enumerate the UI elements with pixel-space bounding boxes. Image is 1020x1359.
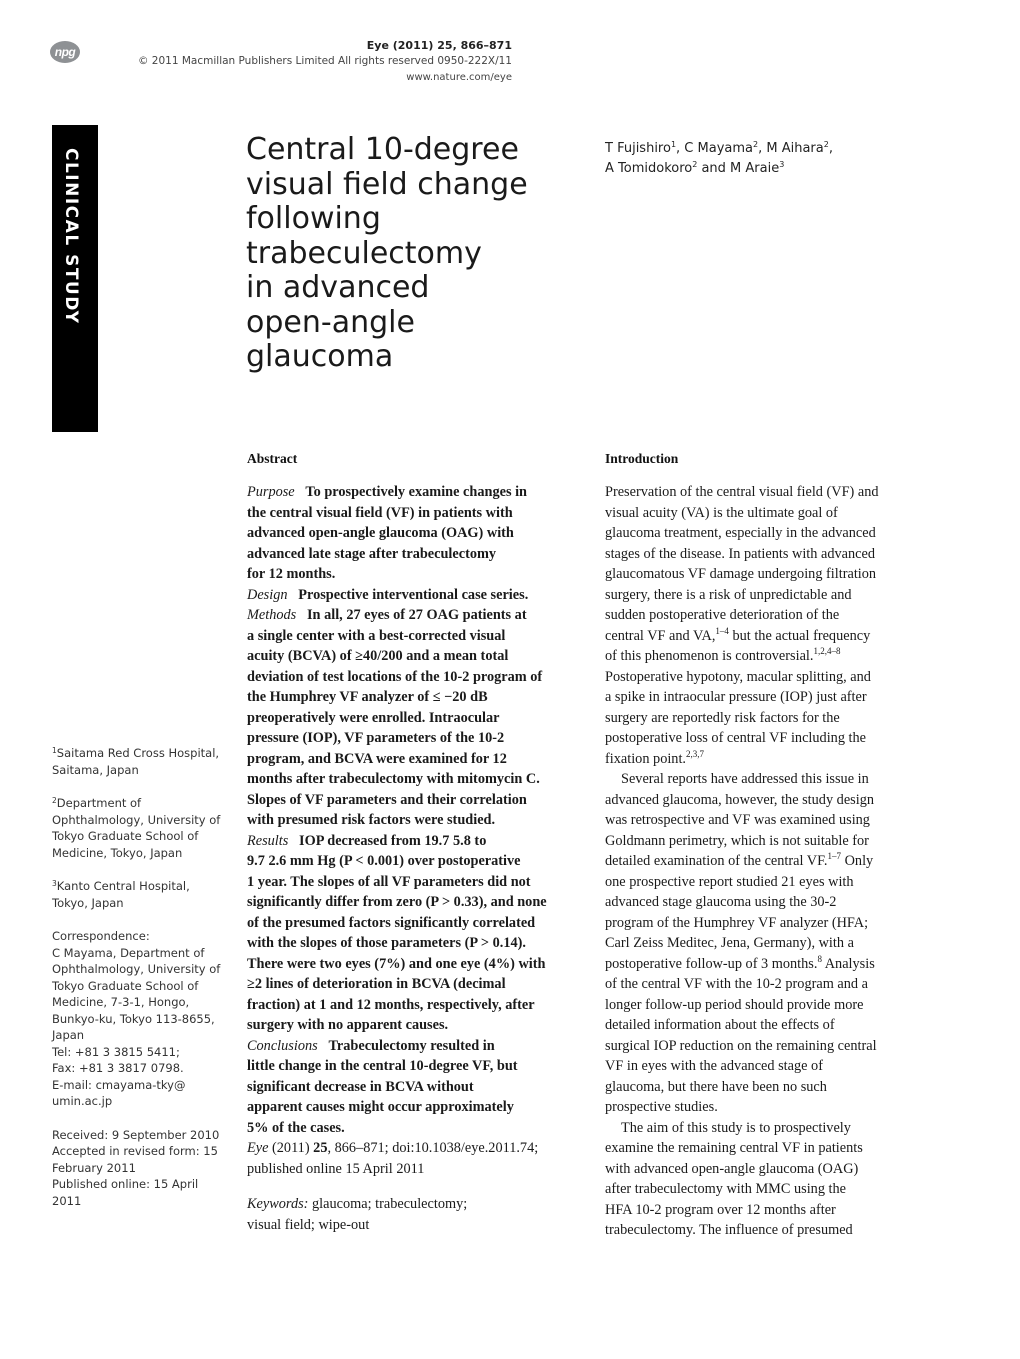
citation-line bbox=[247, 1138, 592, 1159]
correspondence bbox=[52, 928, 222, 1110]
affiliation-1 bbox=[52, 745, 222, 778]
correspondence-address: C Mayama, Department of Ophthalmology, University of Tokyo Graduate School of Medicine, 7-3-1, Hongo, Bunkyo-ku, Tokyo 113-8655, Japan bbox=[52, 945, 221, 1042]
affiliation-sup: 2 bbox=[52, 796, 57, 805]
introduction-section bbox=[605, 451, 945, 1241]
citation-doi: , 866–871; doi:10.1038/eye.2011.74; bbox=[327, 1140, 539, 1156]
abstract-section bbox=[247, 451, 592, 1235]
intro-line: Postoperative hypotony, macular splitting, and bbox=[605, 668, 871, 685]
intro-line: advanced glaucoma, however, the study design bbox=[605, 791, 874, 808]
intro-line bbox=[605, 749, 945, 770]
intro-line: with advanced open-angle glaucoma (OAG) bbox=[605, 1160, 859, 1177]
intro-line: The aim of this study is to prospectively bbox=[621, 1119, 851, 1136]
intro-line: trabeculectomy. The influence of presumed bbox=[605, 1222, 853, 1238]
abstract-text: Prospective interventional case series. bbox=[298, 586, 529, 603]
abstract-line bbox=[247, 585, 592, 606]
published-date: Published online: 15 April 2011 bbox=[52, 1177, 199, 1208]
affiliation-sup: 2 bbox=[823, 140, 829, 149]
abstract-line: little change in the central 10-degree VF, but bbox=[247, 1058, 518, 1074]
introduction-body bbox=[605, 482, 945, 1241]
abstract-line: advanced late stage after trabeculectomy bbox=[247, 545, 497, 562]
intro-line: surgical IOP reduction on the remaining central bbox=[605, 1037, 877, 1054]
title-line: Central 10-degree bbox=[246, 132, 519, 167]
abstract-line: preoperatively were enrolled. Intraocular bbox=[247, 709, 500, 726]
intro-text: fixation point. bbox=[605, 750, 687, 767]
intro-line: glaucoma treatment, especially in the advanced bbox=[605, 525, 876, 541]
intro-line: of the central VF with the 10-2 program and a bbox=[605, 976, 868, 992]
correspondence-tel: Tel: +81 3 3815 5411; bbox=[52, 1044, 180, 1059]
abstract-text: In all, 27 eyes of 27 OAG patients at bbox=[306, 607, 527, 623]
article-title bbox=[246, 133, 566, 375]
reference-sup[interactable]: 1,2,4–8 bbox=[813, 646, 841, 656]
abstract-line: months after trabeculectomy with mitomycin C. bbox=[247, 771, 540, 787]
reference-sup[interactable]: 2,3,7 bbox=[686, 748, 705, 759]
intro-line: program of the Humphrey VF analyzer (HFA; bbox=[605, 914, 869, 931]
abstract-line: advanced open-angle glaucoma (OAG) with bbox=[247, 525, 514, 541]
intro-line: examine the remaining central VF in patients bbox=[605, 1140, 863, 1156]
affiliation-text: Department of Ophthalmology, University of Tokyo Graduate School of Medicine, Tokyo, Japan bbox=[52, 796, 221, 860]
intro-line bbox=[605, 954, 945, 975]
affiliation-3 bbox=[52, 878, 222, 911]
abstract-line: the central visual field (VF) in patients with bbox=[247, 504, 513, 521]
affiliation-text: Kanto Central Hospital, Tokyo, Japan bbox=[52, 879, 190, 910]
article-citation bbox=[247, 1138, 592, 1179]
intro-line: HFA 10-2 program over 12 months after bbox=[605, 1201, 836, 1218]
intro-line: sudden postoperative deterioration of the bbox=[605, 607, 840, 623]
abstract-line: with presumed risk factors were studied. bbox=[247, 812, 496, 828]
keywords-line: visual field; wipe-out bbox=[247, 1216, 370, 1233]
intro-text: central VF and VA, bbox=[605, 627, 716, 644]
affiliation-sup: 2 bbox=[692, 160, 698, 169]
introduction-heading: Introduction bbox=[605, 451, 679, 466]
abstract-line: significant decrease in BCVA without bbox=[247, 1078, 474, 1095]
abstract-body bbox=[247, 482, 592, 1138]
title-line: following bbox=[246, 201, 381, 236]
citation-year: (2011) bbox=[268, 1140, 314, 1156]
reference-sup[interactable]: 8 bbox=[817, 953, 822, 964]
intro-line: visual acuity (VA) is the ultimate goal of bbox=[605, 504, 838, 521]
author-name: and M Araie bbox=[697, 161, 780, 176]
abstract-line: deviation of test locations of the 10-2 program of bbox=[247, 668, 543, 685]
reference-sup[interactable]: 1–4 bbox=[715, 625, 729, 636]
keywords-line bbox=[247, 1194, 592, 1215]
intro-line: Carl Zeiss Meditec, Jena, Germany), with a bbox=[605, 935, 854, 951]
intro-text: but the actual frequency bbox=[728, 627, 871, 644]
journal-citation: Eye (2011) 25, 866–871 bbox=[366, 39, 512, 52]
intro-line: Several reports have addressed this issue in bbox=[621, 771, 869, 787]
intro-text: Only bbox=[841, 853, 874, 869]
abstract-line: for 12 months. bbox=[247, 566, 336, 582]
intro-line: prospective studies. bbox=[605, 1099, 718, 1115]
affiliation-sup: 3 bbox=[52, 879, 57, 888]
intro-line: surgery are reportedly risk factors for the bbox=[605, 709, 840, 726]
affiliation-2 bbox=[52, 795, 222, 861]
copyright-notice: © 2011 Macmillan Publishers Limited All rights reserved 0950-222X/11 bbox=[137, 55, 512, 67]
author-line bbox=[605, 159, 965, 179]
intro-line: advanced stage glaucoma using the 30-2 bbox=[605, 894, 837, 910]
intro-text: detailed examination of the central VF. bbox=[605, 853, 828, 869]
abstract-line bbox=[247, 1036, 592, 1057]
author-name: , M Aihara bbox=[758, 141, 824, 156]
abstract-line: 5% of the cases. bbox=[247, 1119, 345, 1136]
author-name: A Tomidokoro bbox=[605, 161, 693, 176]
intro-text: Analysis bbox=[821, 955, 875, 972]
title-line: open-angle bbox=[246, 304, 415, 340]
article-dates bbox=[52, 1127, 222, 1210]
abstract-line: 1 year. The slopes of all VF parameters did not bbox=[247, 873, 531, 890]
title-line: trabeculectomy bbox=[246, 235, 482, 271]
abstract-line bbox=[247, 482, 592, 503]
journal-url[interactable]: www.nature.com/eye bbox=[406, 72, 512, 83]
abstract-line: the Humphrey VF analyzer of ≤ −20 dB bbox=[247, 689, 488, 705]
affiliation-text: Saitama Red Cross Hospital, Saitama, Japan bbox=[52, 746, 220, 777]
abstract-line: program, and BCVA were examined for 12 bbox=[247, 750, 507, 767]
affiliation-sup: 3 bbox=[779, 160, 785, 169]
affiliation-sup: 1 bbox=[52, 746, 57, 755]
abstract-text: IOP decreased from 19.7 5.8 to bbox=[299, 832, 487, 849]
abstract-line: There were two eyes (7%) and one eye (4%) with bbox=[247, 955, 546, 972]
keywords bbox=[247, 1194, 592, 1235]
intro-line bbox=[605, 851, 945, 872]
author-list bbox=[605, 139, 965, 179]
intro-line: postoperative loss of central VF including the bbox=[605, 730, 867, 746]
affiliation-sup: 2 bbox=[753, 140, 759, 149]
abstract-label: Design bbox=[247, 586, 288, 603]
intro-line: Goldmann perimetry, which is not suitable for bbox=[605, 832, 869, 849]
citation-volume: 25 bbox=[313, 1140, 328, 1156]
abstract-text: To prospectively examine changes in bbox=[305, 484, 527, 500]
abstract-heading: Abstract bbox=[247, 451, 298, 466]
abstract-line: ≥2 lines of deterioration in BCVA (decimal bbox=[247, 976, 506, 992]
abstract-label: Results bbox=[247, 832, 289, 849]
abstract-label: Conclusions bbox=[247, 1037, 318, 1054]
intro-line bbox=[605, 626, 945, 647]
title-line: visual field change bbox=[246, 166, 528, 202]
author-name: , C Mayama bbox=[676, 141, 753, 156]
intro-line: longer follow-up period should provide more bbox=[605, 996, 864, 1013]
author-line bbox=[605, 139, 965, 159]
accepted-date: Accepted in revised form: 15 February 2011 bbox=[52, 1144, 218, 1175]
abstract-line: pressure (IOP), VF parameters of the 10-2 bbox=[247, 730, 505, 746]
section-label: CLINICAL STUDY bbox=[61, 148, 81, 325]
abstract-line bbox=[247, 605, 592, 626]
intro-line: one prospective report studied 21 eyes with bbox=[605, 873, 854, 890]
affiliation-sup: 1 bbox=[670, 140, 677, 149]
affiliations-column bbox=[52, 745, 222, 1226]
abstract-label: Methods bbox=[247, 607, 297, 623]
intro-line: was retrospective and VF was examined using bbox=[605, 812, 870, 828]
intro-line: a spike in intraocular pressure (IOP) just after bbox=[605, 689, 867, 705]
author-name: T Fujishiro bbox=[605, 141, 671, 156]
abstract-line: apparent causes might occur approximately bbox=[247, 1099, 514, 1115]
citation-journal: Eye bbox=[247, 1140, 269, 1156]
abstract-line: 9.7 2.6 mm Hg (P < 0.001) over postoperative bbox=[247, 853, 521, 869]
abstract-line: acuity (BCVA) of ≥40/200 and a mean total bbox=[247, 648, 509, 664]
citation-line: published online 15 April 2011 bbox=[247, 1160, 425, 1177]
correspondence-label: Correspondence: bbox=[52, 929, 150, 943]
intro-line: glaucomatous VF damage undergoing filtration bbox=[605, 566, 877, 582]
abstract-label: Purpose bbox=[247, 484, 295, 500]
author-separator: , bbox=[828, 141, 833, 156]
abstract-text: Trabeculectomy resulted in bbox=[328, 1037, 495, 1054]
abstract-line: a single center with a best-corrected visual bbox=[247, 627, 506, 644]
keywords-label: Keywords: bbox=[247, 1196, 309, 1212]
intro-line: after trabeculectomy with MMC using the bbox=[605, 1181, 847, 1197]
intro-text: of this phenomenon is controversial. bbox=[605, 648, 814, 664]
intro-line: glaucoma, but there have been no such bbox=[605, 1078, 827, 1095]
npg-logo: npg bbox=[50, 41, 80, 63]
abstract-line: fraction) at 1 and 12 months, respectively, after bbox=[247, 996, 535, 1013]
abstract-line: surgery with no apparent causes. bbox=[247, 1017, 449, 1033]
intro-line: surgery, there is a risk of unpredictable and bbox=[605, 586, 852, 603]
abstract-line bbox=[247, 831, 592, 852]
keywords-text: glaucoma; trabeculectomy; bbox=[312, 1196, 468, 1212]
intro-line: stages of the disease. In patients with advanced bbox=[605, 545, 875, 562]
title-line: in advanced bbox=[246, 270, 430, 305]
intro-line: detailed information about the effects of bbox=[605, 1017, 835, 1033]
correspondence-email[interactable]: E-mail: cmayama-tky@ umin.ac.jp bbox=[52, 1077, 186, 1108]
correspondence-fax: Fax: +81 3 3817 0798. bbox=[52, 1061, 184, 1075]
abstract-line: significantly differ from zero (P > 0.33), and none bbox=[247, 894, 547, 910]
reference-sup[interactable]: 1–7 bbox=[827, 851, 842, 861]
intro-line bbox=[605, 646, 945, 667]
intro-text: postoperative follow-up of 3 months. bbox=[605, 955, 818, 972]
title-line: glaucoma bbox=[246, 339, 394, 374]
intro-line: VF in eyes with the advanced stage of bbox=[605, 1058, 823, 1074]
intro-line: Preservation of the central visual field (VF) and bbox=[605, 484, 879, 500]
abstract-line: with the slopes of those parameters (P > 0.14). bbox=[247, 935, 526, 951]
abstract-line: of the presumed factors significantly correlated bbox=[247, 914, 536, 931]
received-date: Received: 9 September 2010 bbox=[52, 1127, 220, 1142]
abstract-line: Slopes of VF parameters and their correlation bbox=[247, 791, 527, 808]
